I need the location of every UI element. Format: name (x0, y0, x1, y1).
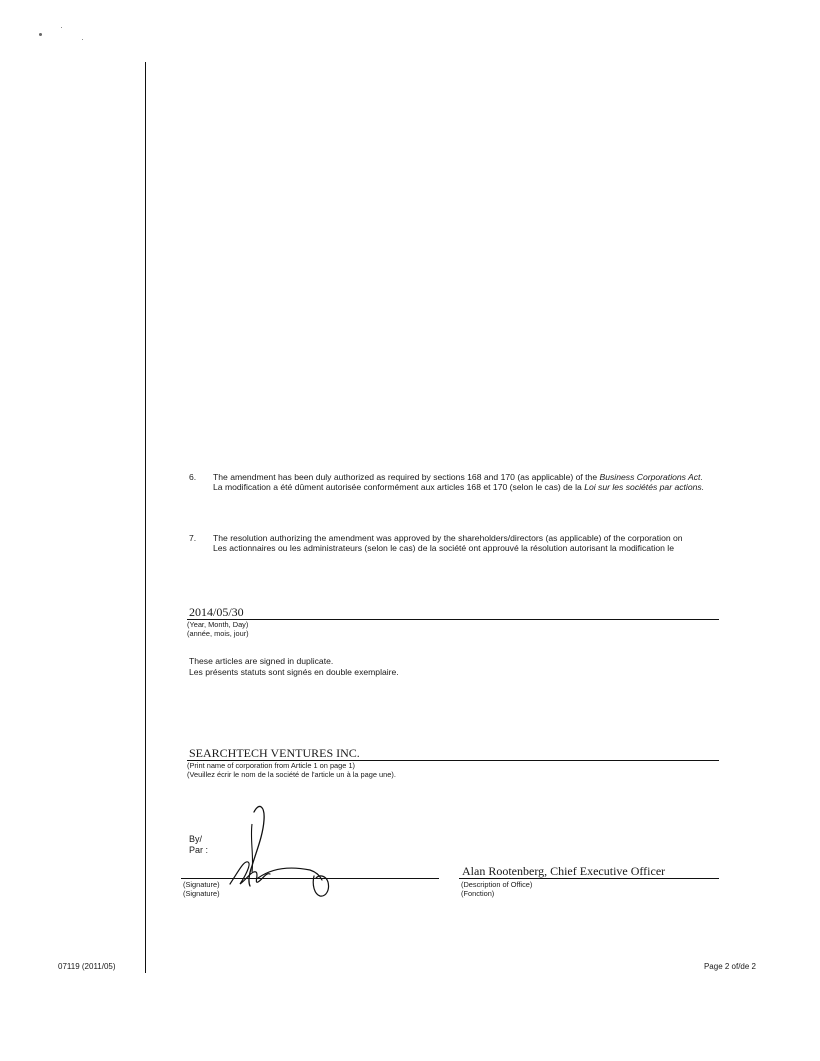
item-7 (189, 533, 709, 554)
signature-line[interactable] (181, 878, 439, 879)
office-field[interactable] (459, 862, 719, 879)
duplicate-note-english: These articles are signed in duplicate. (189, 656, 334, 666)
signature-caption-french: (Signature) (183, 889, 220, 898)
corporation-name-value: SEARCHTECH VENTURES INC. (189, 746, 360, 760)
duplicate-note-french: Les présents statuts sont signés en double exemplaire. (189, 667, 399, 677)
office-caption-english: (Description of Office) (461, 880, 533, 889)
approval-date-field[interactable] (187, 603, 719, 620)
by-label: By/ (189, 834, 203, 844)
date-caption-french: (année, mois, jour) (187, 629, 249, 638)
item-6-french: La modification a été dûment autorisée conformément aux articles 168 et 170 (selon le cas) de la Loi sur les sociétés par actions. (213, 482, 705, 493)
margin-rule (145, 62, 146, 973)
business-corporations-act: Business Corporations Act. (599, 472, 703, 482)
item-7-french: Les actionnaires ou les administrateurs (selon le cas) de la société ont approuvé la résolution autorisant la modification le (213, 543, 674, 554)
corporation-caption-french: (Veuillez écrir le nom de la société de l'article un à la page une). (187, 770, 396, 779)
office-value: Alan Rootenberg, Chief Executive Officer (462, 864, 666, 878)
item-7-english: The resolution authorizing the amendment was approved by the shareholders/directors (as applicable) of the corporation on (213, 533, 683, 543)
corporation-name-field[interactable] (187, 744, 719, 761)
form-number: 07119 (2011/05) (58, 962, 116, 971)
item-6-english: The amendment has been duly authorized as required by sections 168 and 170 (as applicable) of the Business Corporations Act. (213, 472, 703, 482)
page-number: Page 2 of/de 2 (703, 962, 756, 971)
loi-sur-les-societes: Loi sur les sociétés par actions. (584, 482, 705, 493)
signature-caption-english: (Signature) (183, 880, 220, 889)
item-7-number: 7. (189, 533, 197, 543)
date-caption-english: (Year, Month, Day) (187, 620, 249, 629)
item-6 (189, 472, 709, 493)
handwritten-signature (228, 800, 340, 898)
par-label: Par : (189, 845, 209, 855)
approval-date-value: 2014/05/30 (189, 605, 244, 619)
office-caption-french: (Fonction) (461, 889, 495, 898)
item-6-number: 6. (189, 472, 197, 482)
corporation-caption-english: (Print name of corporation from Article 1 on page 1) (187, 761, 356, 770)
